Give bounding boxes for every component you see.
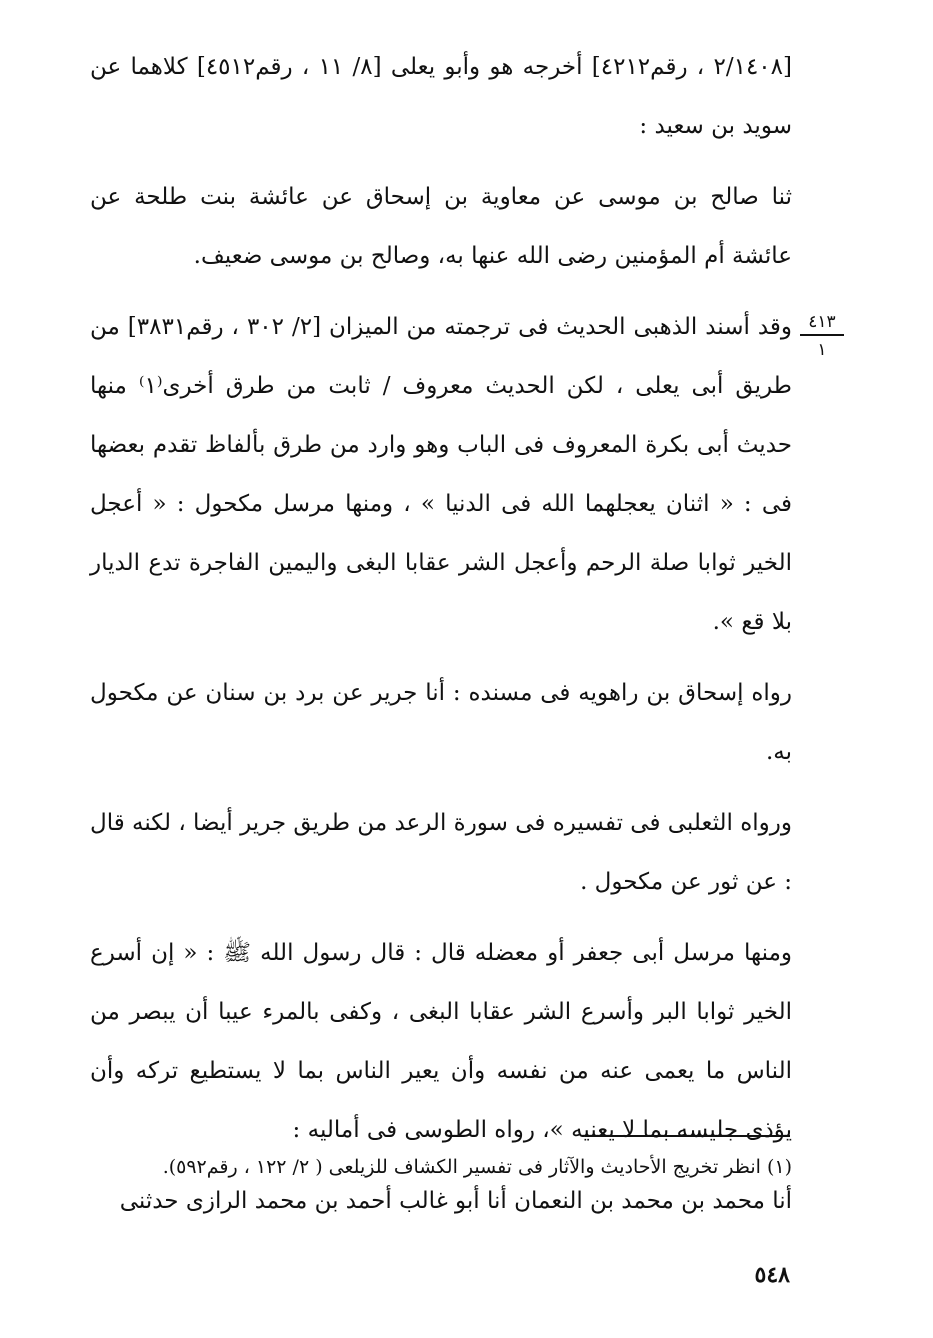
paragraph-7: أنا محمد بن محمد بن النعمان أنا أبو غالب أحمد بن محمد الرازى حدثنى [119, 1188, 792, 1214]
footnote: (١) انظر تخريج الأحاديث والآثار فى تفسير الكشاف للزيلعى ( ٢/ ١٢٢ ، رقم٥٩٢). [162, 1156, 792, 1178]
margin-reference-top: ٤١٣ [808, 312, 836, 332]
paragraph-2: ثنا صالح بن موسى عن معاوية بن إسحاق عن عائشة بنت طلحة عن عائشة أم المؤمنين رضى الله عنها به، وصالح بن موسى ضعيف. [90, 184, 792, 269]
margin-reference-bottom: ١ [817, 340, 827, 360]
paragraph-6: ومنها مرسل أبى جعفر أو معضله قال : قال رسول الله ﷺ : « إن أسرع الخير ثوابا البر وأسرع الشر عقابا البغى ، وكفى بالمرء عيبا أن يبصر من الناس ما يعمى عنه من نفسه وأن يعير الناس بما لا يستطيع تركه وأن يؤذى جليسه بما لا يعنيه »، رواه الطوسى فى أماليه : [90, 940, 792, 1143]
margin-reference-rule [800, 334, 844, 336]
paragraph-5: ورواه الثعلبى فى تفسيره فى سورة الرعد من طريق جرير أيضا ، لكنه قال : عن ثور عن مكحول . [90, 810, 792, 895]
paragraph-3: وقد أسند الذهبى الحديث فى ترجمته من الميزان [٢/ ٣٠٢ ، رقم٣٨٣١] من طريق أبى يعلى ، لكن الحديث معروف / ثابت من طرق أخرى⁽١⁾ منها حديث أبى بكرة المعروف فى الباب وهو وارد من طرق بألفاظ تقدم بعضها فى : « اثنان يعجلهما الله فى الدنيا » ، ومنها مرسل مكحول : « أعجل الخير ثوابا صلة الرحم وأعجل الشر عقابا البغى واليمين الفاجرة تدع الديار بلا قع ». [90, 314, 792, 635]
page-number: ٥٤٨ [754, 1262, 790, 1288]
paragraph-1: [٢/١٤٠٨ ، رقم٤٢١٢] أخرجه هو وأبو يعلى [٨/ ١١ ، رقم٤٥١٢] كلاهما عن سويد بن سعيد : [90, 54, 792, 139]
margin-reference [800, 312, 844, 360]
footnote-separator [585, 1135, 790, 1137]
main-text [90, 38, 792, 1231]
paragraph-4: رواه إسحاق بن راهويه فى مسنده : أنا جرير عن برد بن سنان عن مكحول به. [90, 680, 792, 765]
